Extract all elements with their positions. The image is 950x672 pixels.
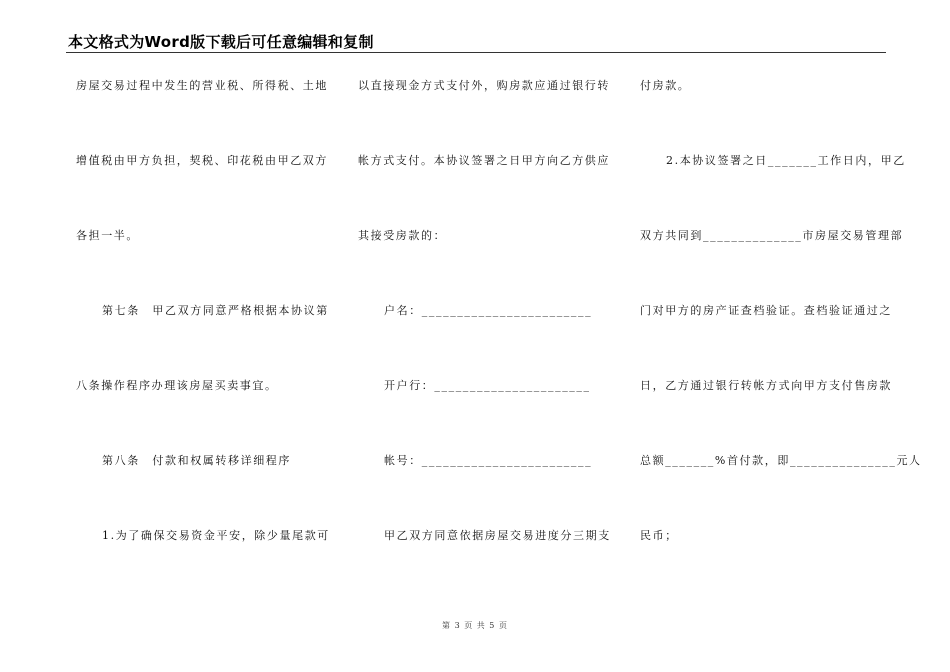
text-line: 户名：________________________ [384, 304, 593, 317]
text-line: 第八条 付款和权属转移详细程序 [102, 454, 291, 467]
page-footer-number: 第 3 页 共 5 页 [442, 621, 508, 630]
text-line: 房屋交易过程中发生的营业税、所得税、土地 [76, 79, 328, 92]
text-line: 1.为了确保交易资金平安，除少量尾款可 [102, 529, 330, 542]
text-line: 各担一半。 [76, 229, 139, 242]
text-line: 以直接现金方式支付外，购房款应通过银行转 [358, 79, 610, 92]
text-line: 开户行：______________________ [384, 379, 591, 392]
text-line: 日，乙方通过银行转帐方式向甲方支付售房款 [640, 379, 892, 392]
text-line: 门对甲方的房产证查档验证。查档验证通过之 [640, 304, 892, 317]
text-line: 民币； [640, 529, 678, 542]
text-line: 帐方式支付。本协议签署之日甲方向乙方供应 [358, 154, 610, 167]
text-line: 第七条 甲乙双方同意严格根据本协议第 [102, 304, 329, 317]
text-line: 增值税由甲方负担，契税、印花税由甲乙双方 [76, 154, 328, 167]
page-header-title: 本文格式为Word版下载后可任意编辑和复制 [68, 33, 374, 51]
text-line: 总额_______%首付款，即_______________元人 [640, 454, 922, 467]
text-line: 双方共同到______________市房屋交易管理部 [640, 229, 904, 242]
text-line: 2.本协议签署之日_______工作日内，甲乙 [666, 154, 906, 167]
text-line: 八条操作程序办理该房屋买卖事宜。 [76, 379, 278, 392]
text-line: 甲乙双方同意依据房屋交易进度分三期支 [384, 529, 611, 542]
header-divider [66, 52, 886, 53]
text-line: 付房款。 [640, 79, 691, 92]
text-line: 其接受房款的： [358, 229, 447, 242]
text-line: 帐号：________________________ [384, 454, 593, 467]
